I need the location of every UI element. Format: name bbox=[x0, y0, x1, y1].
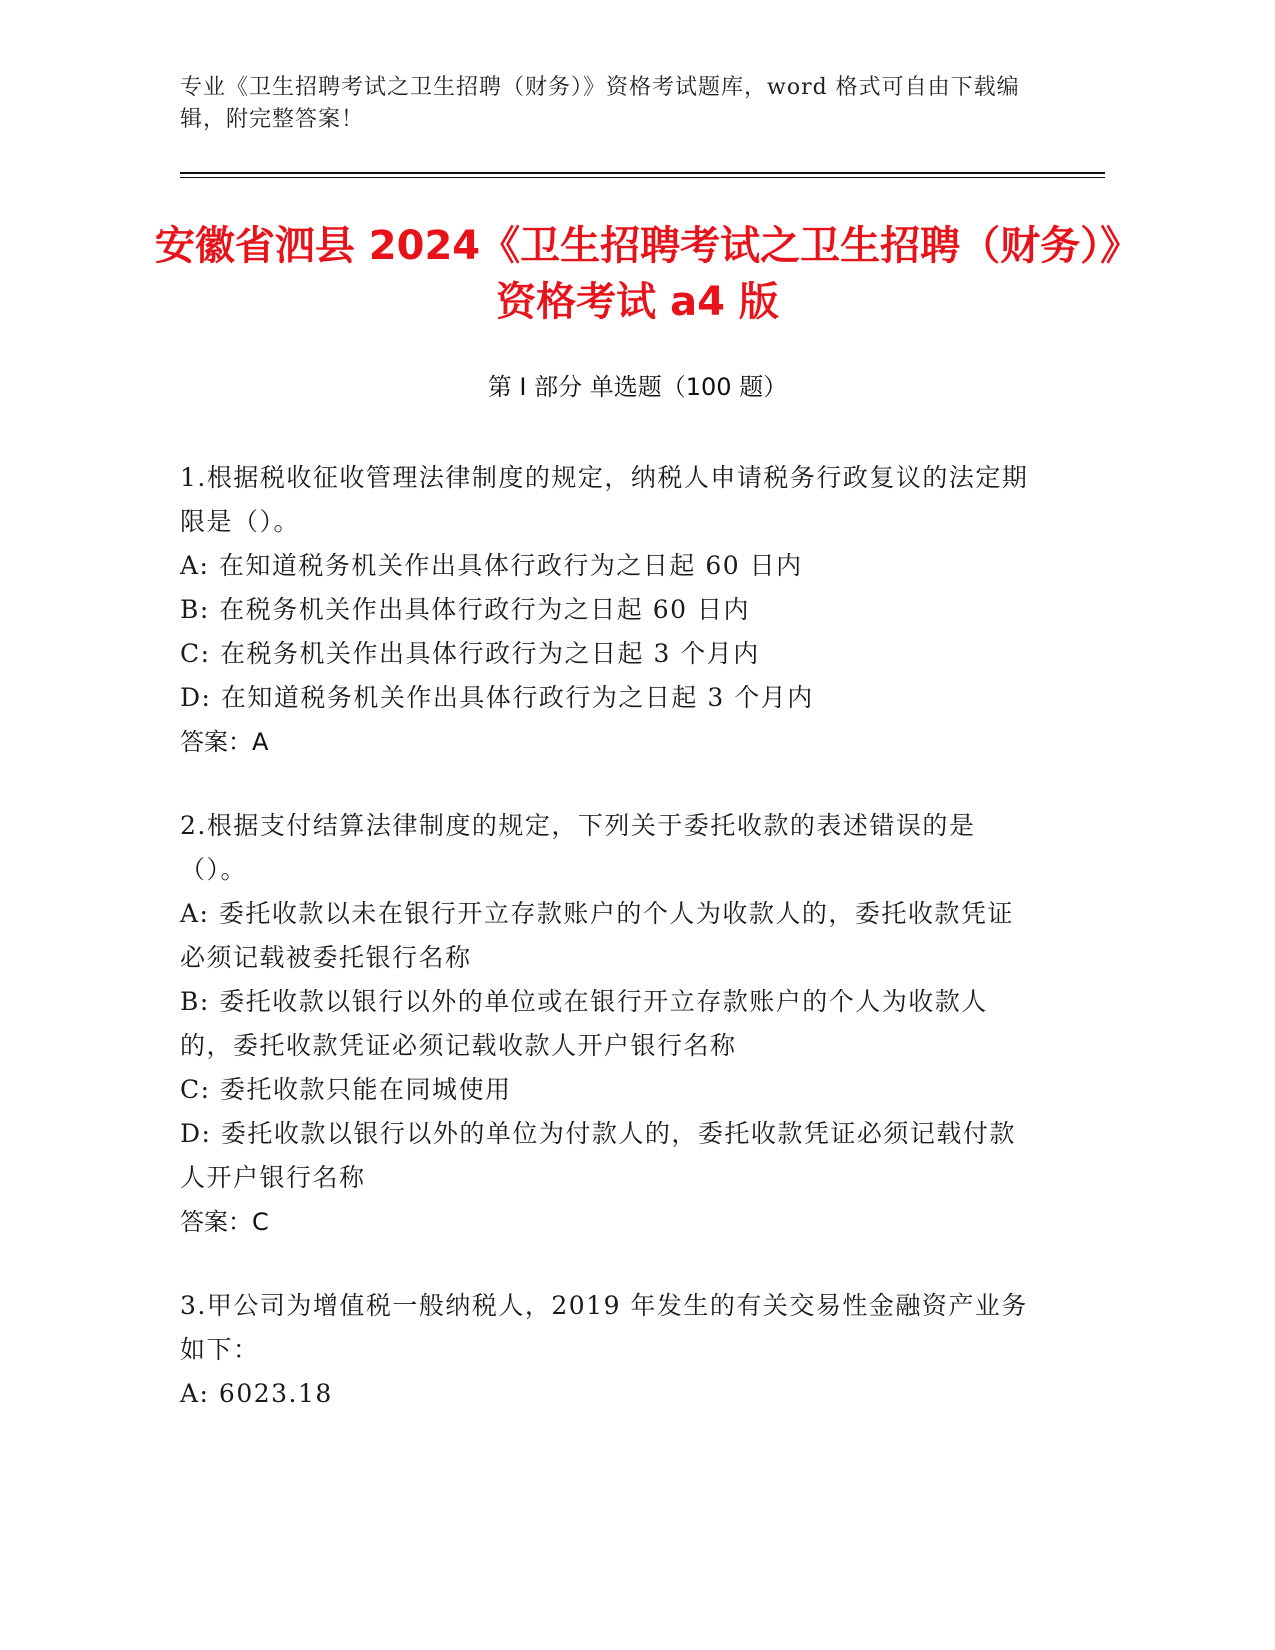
answer: 答案：A bbox=[180, 728, 269, 756]
question-stem: 2.根据支付结算法律制度的规定，下列关于委托收款的表述错误的是（）。 bbox=[180, 811, 976, 884]
question-2 bbox=[180, 804, 1030, 1244]
section-title: 第 I 部分 单选题（100 题） bbox=[487, 373, 788, 401]
question-list bbox=[180, 456, 1030, 1456]
header-note: 专业《卫生招聘考试之卫生招聘（财务）》资格考试题库，word 格式可自由下载编辑，附完整答案！ bbox=[180, 75, 1020, 132]
option-c: C: 委托收款只能在同城使用 bbox=[180, 1075, 512, 1104]
option-d: D: 委托收款以银行以外的单位为付款人的，委托收款凭证必须记载付款人开户银行名称 bbox=[180, 1119, 1016, 1192]
option-b: B: 在税务机关作出具体行政行为之日起 60 日内 bbox=[180, 595, 750, 624]
answer: 答案：C bbox=[180, 1208, 269, 1236]
question-stem: 1.根据税收征收管理法律制度的规定，纳税人申请税务行政复议的法定期限是（）。 bbox=[180, 463, 1029, 536]
question-stem: 3.甲公司为增值税一般纳税人，2019 年发生的有关交易性金融资产业务如下： bbox=[180, 1291, 1028, 1364]
option-b: B: 委托收款以银行以外的单位或在银行开立存款账户的个人为收款人的，委托收款凭证必须记载收款人开户银行名称 bbox=[180, 987, 988, 1060]
question-3 bbox=[180, 1284, 1030, 1416]
document-title: 安徽省泗县 2024《卫生招聘考试之卫生招聘（财务）》资格考试 a4 版 bbox=[154, 223, 1121, 325]
question-1 bbox=[180, 456, 1030, 764]
option-a: A: 委托收款以未在银行开立存款账户的个人为收款人的，委托收款凭证必须记载被委托银行名称 bbox=[180, 899, 1014, 972]
option-c: C: 在税务机关作出具体行政行为之日起 3 个月内 bbox=[180, 639, 760, 668]
header-divider-thin bbox=[180, 177, 1105, 178]
header-divider-thick bbox=[180, 172, 1105, 174]
option-d: D: 在知道税务机关作出具体行政行为之日起 3 个月内 bbox=[180, 683, 814, 712]
option-a: A: 在知道税务机关作出具体行政行为之日起 60 日内 bbox=[180, 551, 803, 580]
option-a: A: 6023.18 bbox=[180, 1379, 333, 1408]
